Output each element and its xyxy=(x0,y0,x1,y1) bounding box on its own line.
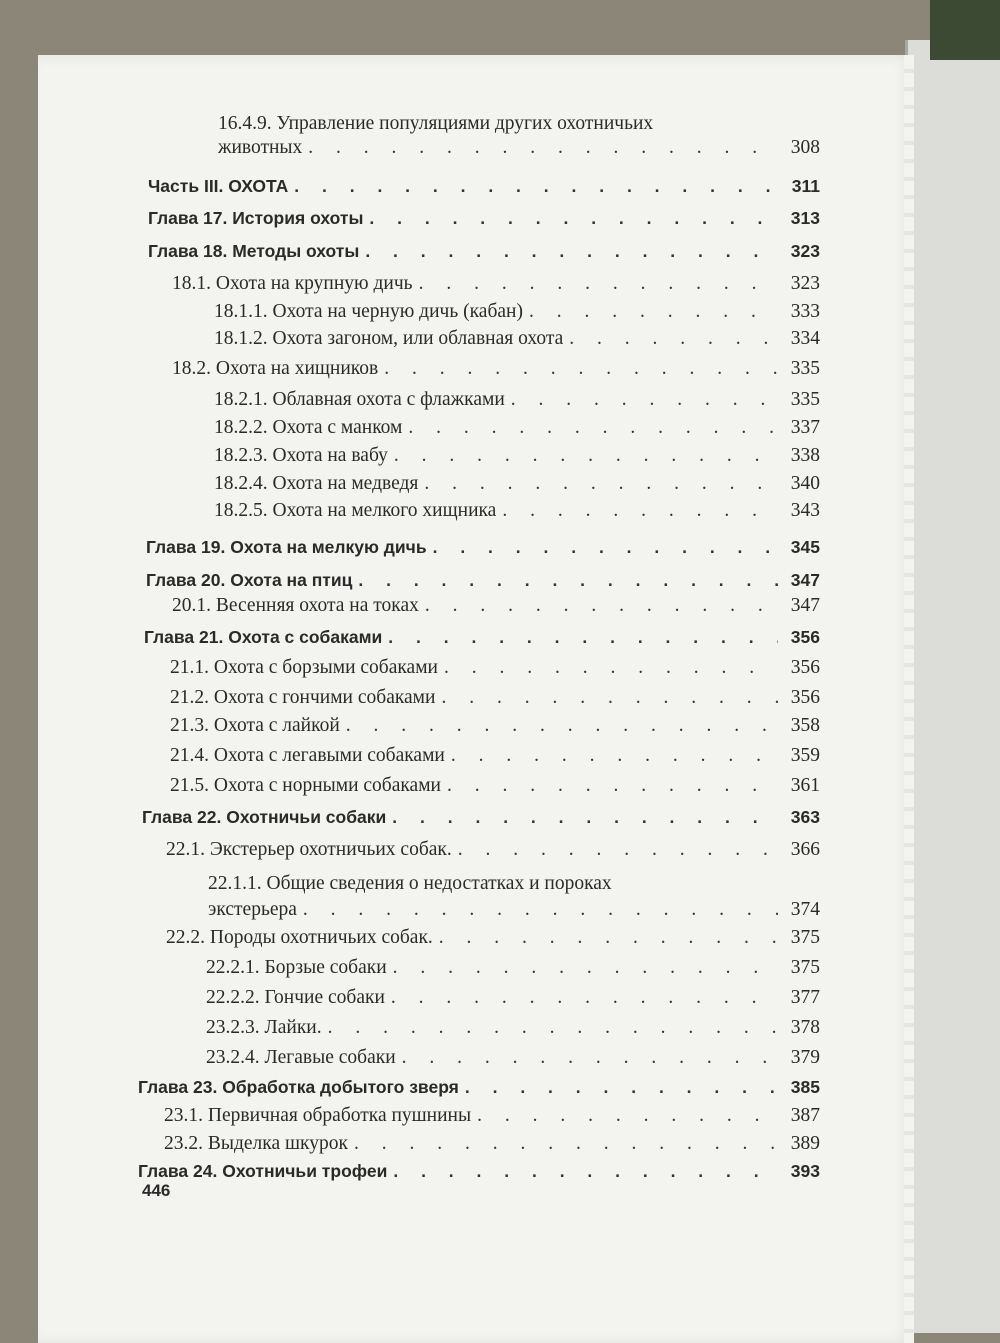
toc-entry-title: 22.2.1. Борзые собаки xyxy=(206,957,387,978)
toc-entry-title: Глава 19. Охота на мелкую дичь xyxy=(146,537,427,557)
toc-entry-23-1 xyxy=(164,1105,820,1127)
toc-page-number: 359 xyxy=(790,745,820,766)
toc-page-number: 311 xyxy=(791,176,820,196)
leader-dots xyxy=(451,745,778,767)
toc-page-number: 379 xyxy=(790,1047,820,1068)
toc-entry-title: Глава 23. Обработка добытого зверя xyxy=(138,1077,459,1097)
toc-entry-title: 23.2.3. Лайки. xyxy=(206,1017,322,1038)
leader-dots xyxy=(425,595,778,617)
toc-entry-title: Глава 21. Охота с собаками xyxy=(144,627,383,647)
toc-entry-22-1-1 xyxy=(208,899,820,921)
leader-dots xyxy=(328,1017,778,1039)
toc-entry-16-4-9-line1: 16.4.9. Управление популяциями других охотничьих xyxy=(218,113,654,134)
toc-entry-title: 23.2. Выделка шкурок xyxy=(164,1133,348,1154)
toc-page-number: 375 xyxy=(790,927,820,948)
leader-dots xyxy=(393,1161,778,1182)
leader-dots xyxy=(441,687,778,709)
toc-entry-line2: экстерьера xyxy=(208,899,297,920)
toc-entry-title: Глава 17. История охоты xyxy=(148,208,364,228)
toc-page-number: 356 xyxy=(790,687,820,708)
toc-entry-22-2 xyxy=(166,927,820,949)
toc-page-number: 337 xyxy=(790,417,820,438)
toc-entry-18-1 xyxy=(172,273,820,295)
toc-entry-title: 18.2.2. Охота с манком xyxy=(214,417,403,438)
toc-page-number: 335 xyxy=(790,389,820,410)
leader-dots xyxy=(369,208,778,229)
toc-page-number: 343 xyxy=(790,500,820,521)
toc-entry-title: 21.4. Охота с легавыми собаками xyxy=(170,745,445,766)
toc-entry-ch-19 xyxy=(146,537,820,558)
toc-page-number: 347 xyxy=(790,570,820,590)
toc-entry-title: 18.2.5. Охота на мелкого хищника xyxy=(214,500,497,521)
toc-entry-21-2 xyxy=(170,687,820,709)
toc-page-number: 358 xyxy=(790,715,820,736)
toc-entry-21-5 xyxy=(170,775,820,797)
toc-page-number: 338 xyxy=(790,445,820,466)
leader-dots xyxy=(477,1105,778,1127)
leader-dots xyxy=(408,417,778,439)
toc-entry-ch-22 xyxy=(142,807,820,828)
toc-entry-title: Глава 22. Охотничьи собаки xyxy=(142,807,387,827)
page-number: 446 xyxy=(142,1181,171,1200)
toc-entry-22-1-1-line1: 22.1.1. Общие сведения о недостатках и пороках xyxy=(208,873,612,894)
toc-entry-21-3 xyxy=(170,715,820,737)
toc-page-number: 375 xyxy=(790,957,820,978)
toc-entry-title: 22.2. Породы охотничьих собак. xyxy=(166,927,433,948)
leader-dots xyxy=(294,176,778,197)
toc-page-number: 363 xyxy=(790,807,820,827)
toc-entry-title: Часть III. ОХОТА xyxy=(148,176,289,196)
toc-entry-23-2-3 xyxy=(206,1017,820,1039)
leader-dots xyxy=(465,1077,778,1098)
toc-entry-18-2-3 xyxy=(214,445,820,467)
toc-page-number: 366 xyxy=(790,839,820,860)
toc-page-number: 389 xyxy=(790,1133,820,1154)
toc-entry-18-2-5 xyxy=(214,500,820,522)
toc-entry-18-2-1 xyxy=(214,389,820,411)
leader-dots xyxy=(308,137,778,159)
toc-entry-20-1 xyxy=(172,595,820,617)
toc-entry-part-3 xyxy=(148,176,820,197)
toc-entry-title: 21.2. Охота с гончими собаками xyxy=(170,687,436,708)
toc-entry-18-2-4 xyxy=(214,473,820,495)
leader-dots xyxy=(391,987,778,1009)
toc-page-number: 335 xyxy=(790,358,820,379)
toc-page-number: 313 xyxy=(790,208,820,228)
leader-dots xyxy=(447,775,778,797)
toc-entry-16-4-9 xyxy=(218,137,820,159)
leader-dots xyxy=(502,500,778,522)
toc-entry-title: 23.2.4. Легавые собаки xyxy=(206,1047,396,1068)
leader-dots xyxy=(384,358,778,380)
leader-dots xyxy=(394,445,778,467)
leader-dots xyxy=(529,301,778,323)
leader-dots xyxy=(365,241,778,262)
leader-dots xyxy=(358,570,778,591)
leader-dots xyxy=(388,627,778,648)
toc-entry-18-1-1 xyxy=(214,301,820,323)
toc-entry-line2: животных xyxy=(218,137,303,158)
toc-entry-22-1 xyxy=(166,839,820,861)
toc-page-number: 393 xyxy=(790,1161,820,1181)
toc-entry-23-2-4 xyxy=(206,1047,820,1069)
toc-entry-21-4 xyxy=(170,745,820,767)
toc-page-number: 345 xyxy=(790,537,820,557)
toc-page-number: 387 xyxy=(790,1105,820,1126)
toc-entry-18-2 xyxy=(172,358,820,380)
toc-page-number: 361 xyxy=(790,775,820,796)
toc-page-number: 378 xyxy=(790,1017,820,1038)
toc-entry-title: Глава 18. Методы охоты xyxy=(148,241,360,261)
leader-dots xyxy=(444,657,778,679)
toc-entry-title: 18.1. Охота на крупную дичь xyxy=(172,273,413,294)
toc-page-number: 308 xyxy=(790,137,820,158)
leader-dots xyxy=(303,899,778,921)
toc-entry-18-1-2 xyxy=(214,328,820,350)
toc-entry-title: 18.1.2. Охота загоном, или облавная охота xyxy=(214,328,564,349)
toc-entry-ch-24 xyxy=(138,1161,820,1182)
toc-entry-title: 18.1.1. Охота на черную дичь (кабан) xyxy=(214,301,523,322)
toc-entry-ch-17 xyxy=(148,208,820,229)
table-of-contents xyxy=(38,55,914,1343)
toc-entry-title: 21.5. Охота с норными собаками xyxy=(170,775,441,796)
toc-entry-title: 18.2.1. Облавная охота с флажками xyxy=(214,389,505,410)
toc-entry-21-1 xyxy=(170,657,820,679)
toc-entry-title: 23.1. Первичная обработка пушнины xyxy=(164,1105,472,1126)
leader-dots xyxy=(354,1133,778,1155)
toc-page-number: 334 xyxy=(790,328,820,349)
toc-page-number: 323 xyxy=(790,241,820,261)
book-page xyxy=(38,55,914,1343)
toc-entry-title: 18.2.4. Охота на медведя xyxy=(214,473,419,494)
toc-page-number: 323 xyxy=(790,273,820,294)
toc-entry-title: 22.2.2. Гончие собаки xyxy=(206,987,385,1008)
toc-entry-23-2 xyxy=(164,1133,820,1155)
toc-entry-22-2-1 xyxy=(206,957,820,979)
toc-page-number: 374 xyxy=(790,899,820,920)
leader-dots xyxy=(393,957,778,979)
leader-dots xyxy=(419,273,778,295)
leader-dots xyxy=(346,715,778,737)
toc-entry-22-2-2 xyxy=(206,987,820,1009)
toc-page-number: 356 xyxy=(790,657,820,678)
toc-entry-title: 18.2.3. Охота на вабу xyxy=(214,445,388,466)
toc-page-number: 385 xyxy=(790,1077,820,1097)
toc-entry-ch-20 xyxy=(146,570,820,591)
toc-page-number: 333 xyxy=(790,301,820,322)
toc-entry-ch-18 xyxy=(148,241,820,262)
toc-entry-title: 20.1. Весенняя охота на токах xyxy=(172,595,419,616)
leader-dots xyxy=(402,1047,778,1069)
toc-page-number: 356 xyxy=(790,627,820,647)
leader-dots xyxy=(433,537,778,558)
toc-entry-title: Глава 20. Охота на птиц xyxy=(146,570,353,590)
toc-page-number: 347 xyxy=(790,595,820,616)
leader-dots xyxy=(458,839,778,861)
book-cover-edge xyxy=(930,0,1000,60)
toc-entry-18-2-2 xyxy=(214,417,820,439)
leader-dots xyxy=(392,807,778,828)
adjacent-book-page xyxy=(905,40,1000,1333)
toc-entry-title: 18.2. Охота на хищников xyxy=(172,358,379,379)
toc-entry-ch-23 xyxy=(138,1077,820,1098)
toc-page-number: 340 xyxy=(790,473,820,494)
toc-entry-title: 21.3. Охота с лайкой xyxy=(170,715,340,736)
leader-dots xyxy=(511,389,778,411)
toc-entry-title: 22.1. Экстерьер охотничьих собак. xyxy=(166,839,452,860)
toc-entry-title: Глава 24. Охотничьи трофеи xyxy=(138,1161,388,1181)
leader-dots xyxy=(424,473,778,495)
toc-entry-ch-21 xyxy=(144,627,820,648)
toc-entry-title: 21.1. Охота с борзыми собаками xyxy=(170,657,438,678)
toc-page-number: 377 xyxy=(790,987,820,1008)
leader-dots xyxy=(569,328,778,350)
leader-dots xyxy=(439,927,778,949)
